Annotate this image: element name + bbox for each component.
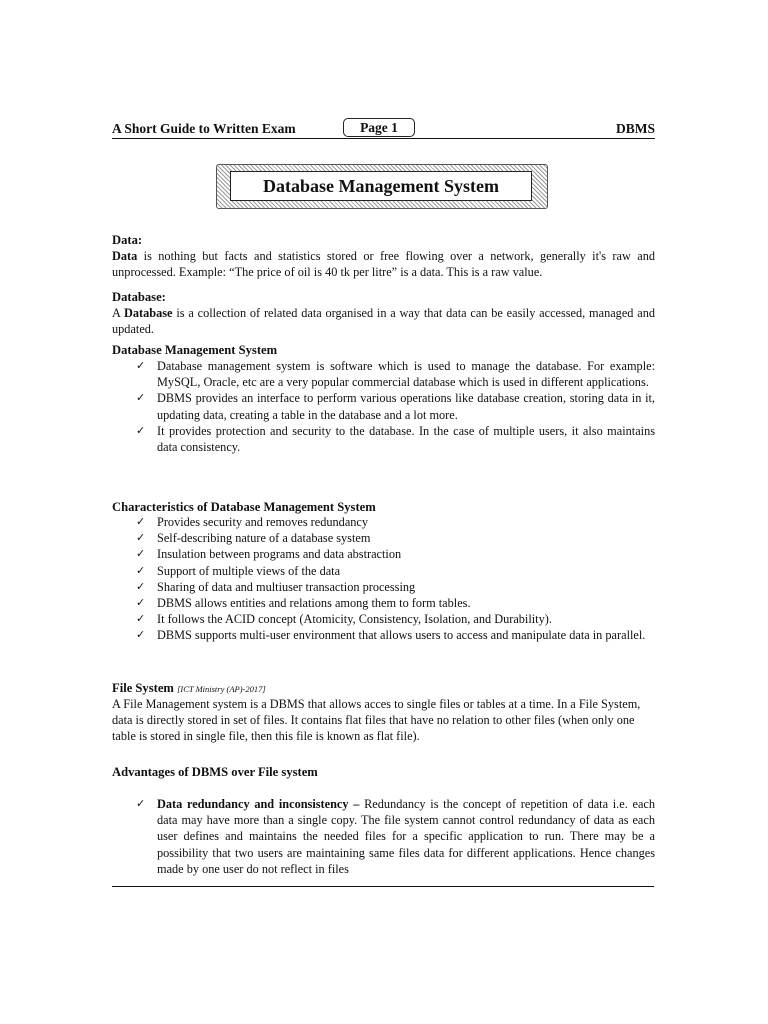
check-mark-icon: ✓ (136, 797, 146, 810)
database-heading: Database: (112, 290, 166, 304)
list-item-text: It provides protection and security to the database. In the case of multiple users, it also maintains data consistency. (157, 423, 655, 455)
list-item-text: Self-describing nature of a database system (157, 531, 371, 546)
list-item (112, 563, 655, 579)
database-term: Database (124, 306, 173, 320)
dbms-heading: Database Management System (112, 343, 278, 357)
check-mark-icon: ✓ (136, 391, 146, 405)
file-system-heading (112, 680, 266, 697)
list-item-text: Insulation between programs and data abstraction (157, 547, 402, 562)
check-mark-icon: ✓ (136, 579, 146, 593)
advantages-heading: Advantages of DBMS over File system (112, 765, 318, 779)
data-paragraph (112, 248, 655, 280)
list-item-text: Sharing of data and multiuser transaction processing (157, 579, 416, 594)
header-guide-title: A Short Guide to Written Exam (112, 121, 296, 136)
list-item-text: DBMS allows entities and relations among them to form tables. (157, 596, 471, 611)
list-item-text: It follows the ACID concept (Atomicity, Consistency, Isolation, and Durability). (157, 612, 552, 627)
page-number-badge: Page 1 (343, 118, 415, 137)
list-item (112, 595, 655, 611)
advantages-list (112, 796, 655, 877)
page-header (112, 118, 655, 140)
list-item-text: Provides security and removes redundancy (157, 515, 369, 529)
exam-reference-note: [ICT Ministry (AP)-2017] (177, 684, 266, 694)
database-prefix: A (112, 306, 125, 320)
list-item (112, 423, 655, 455)
file-system-paragraph: A File Management system is a DBMS that allows acces to single files or tables at a time. In a File System, data is directly stored in set of files. It contains flat files that have no relation to other files (when only one table is stored in single file, then this file is known as flat file). (112, 697, 641, 744)
check-mark-icon: ✓ (136, 423, 146, 437)
check-mark-icon: ✓ (136, 563, 146, 577)
database-paragraph (112, 305, 655, 337)
check-mark-icon: ✓ (136, 531, 146, 545)
check-mark-icon: ✓ (136, 628, 146, 642)
advantage-term: Data redundancy and inconsistency – (157, 797, 360, 811)
characteristics-heading: Characteristics of Database Management System (112, 500, 376, 514)
list-item-text: DBMS provides an interface to perform various operations like database creation, storing data in it, updating data, creating a table in the database and a lot more. (157, 391, 655, 422)
list-item-text: Support of multiple views of the data (157, 563, 341, 578)
list-item-text: Database management system is software which is used to manage the database. For example: MySQL, Oracle, etc are a very popular commercial database which is used in different applications. (157, 359, 655, 390)
list-item (112, 390, 655, 422)
data-heading: Data: (112, 233, 143, 247)
characteristics-list (112, 514, 655, 644)
list-item (112, 579, 655, 595)
list-item (112, 796, 655, 877)
dbms-list (112, 358, 655, 455)
footer-rule (112, 886, 654, 887)
list-item-text: DBMS supports multi-user environment that allows users to access and manipulate data in parallel. (157, 628, 646, 643)
list-item (112, 358, 655, 390)
file-system-heading-text: File System (112, 681, 174, 695)
database-text: is a collection of related data organised in a way that data can be easily accessed, managed and updated. (112, 306, 655, 337)
check-mark-icon: ✓ (136, 596, 146, 610)
list-item (112, 627, 655, 643)
check-mark-icon: ✓ (136, 547, 146, 561)
title-frame (216, 164, 548, 209)
advantage-text: Redundancy is the concept of repetition of data i.e. each data may have more than a single copy. The file system cannot control redundancy of data as each user defines and maintains the needed files for a specific application to run. There may be a possibility that two users are maintaining same files data for different applications. Hence changes made by one user do not reflect in files (157, 797, 656, 876)
header-subject: DBMS (615, 121, 655, 136)
header-rule (112, 138, 655, 139)
check-mark-icon: ✓ (136, 515, 146, 528)
list-item (112, 611, 655, 627)
page-title: Database Management System (230, 171, 532, 201)
data-term: Data (112, 249, 138, 263)
list-item (112, 546, 655, 562)
list-item (112, 514, 655, 530)
check-mark-icon: ✓ (136, 359, 146, 372)
check-mark-icon: ✓ (136, 612, 146, 626)
data-text: is nothing but facts and statistics stored or free flowing over a network, generally it's raw and unprocessed. Example: “The price of oil is 40 tk per litre” is a data. This is a raw value. (112, 249, 655, 280)
list-item (112, 530, 655, 546)
